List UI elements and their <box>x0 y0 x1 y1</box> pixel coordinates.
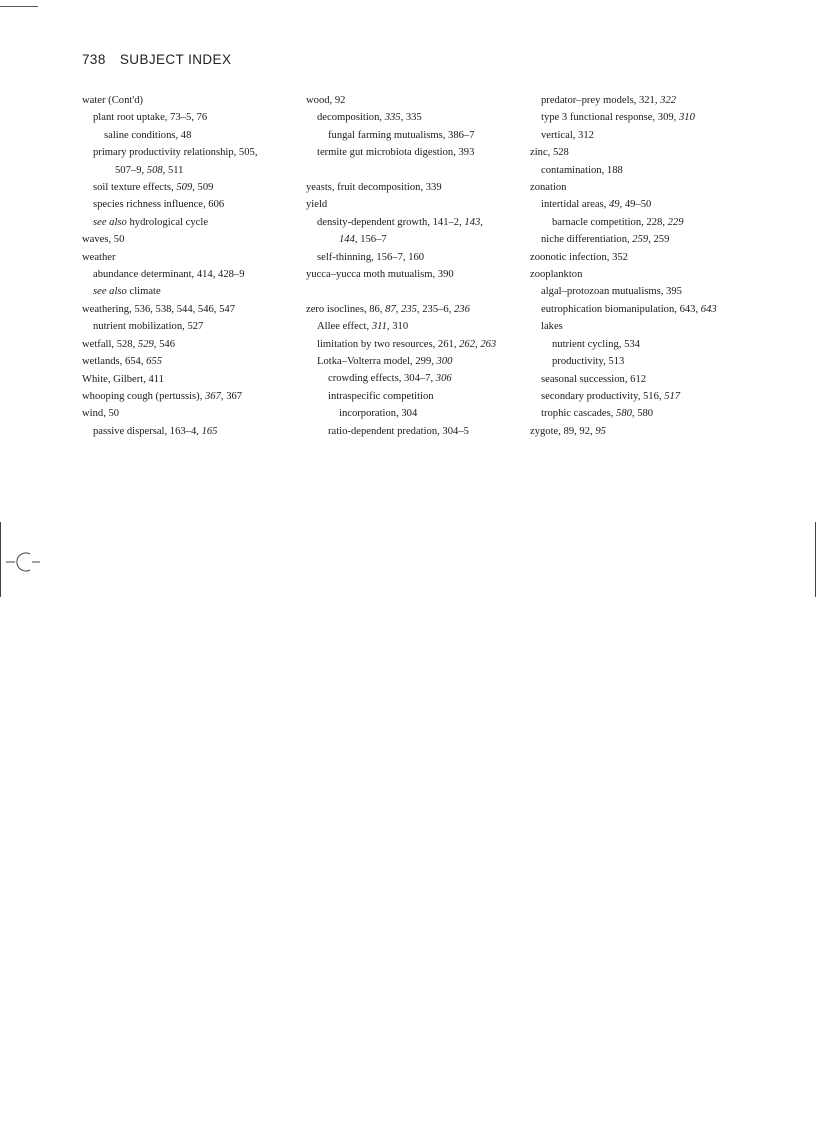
index-entry <box>530 371 745 388</box>
entry-text: wind, 50 <box>82 408 120 420</box>
entry-text: 259 <box>632 234 649 246</box>
index-entry <box>82 318 297 335</box>
running-header <box>82 52 231 67</box>
entry-text: 262 <box>459 338 476 350</box>
entry-text: intraspecific competition <box>328 390 434 402</box>
entry-text: 311 <box>371 321 387 333</box>
index-entry <box>530 249 745 266</box>
entry-text: primary productivity relationship, 505, <box>93 147 258 159</box>
index-entry <box>82 196 297 213</box>
entry-text: 236 <box>454 303 470 315</box>
entry-text: limitation by two resources, 261, <box>317 338 460 350</box>
index-entry <box>82 109 297 126</box>
index-entry <box>530 353 745 370</box>
entry-text: productivity, 513 <box>552 356 625 368</box>
index-entry <box>530 405 745 422</box>
entry-text: nutrient mobilization, 527 <box>93 321 204 333</box>
entry-text: 263 <box>480 338 497 350</box>
entry-text: yucca–yucca moth mutualism, 390 <box>306 269 454 281</box>
entry-text: 165 <box>201 425 218 437</box>
entry-text: zero isoclines, 86, <box>306 303 386 315</box>
index-entry <box>306 336 521 353</box>
index-entry <box>82 127 297 144</box>
entry-text: fungal farming mutualisms, 386–7 <box>328 129 475 141</box>
index-entry <box>306 370 521 387</box>
entry-text: weathering, 536, 538, 544, 546, 547 <box>82 303 235 315</box>
entry-text: , 511 <box>162 164 184 176</box>
entry-text: crowding effects, 304–7, <box>328 373 436 385</box>
index-entry <box>530 109 745 126</box>
index-entry <box>306 214 521 231</box>
entry-text: soil texture effects, <box>93 182 177 194</box>
index-entry <box>306 266 521 283</box>
entry-text: 49 <box>608 199 620 211</box>
entry-text: plant root uptake, 73–5, 76 <box>93 112 208 124</box>
index-entry <box>82 336 297 353</box>
index-entry <box>530 283 745 300</box>
entry-text: trophic cascades, <box>541 408 617 420</box>
entry-text: zooplankton <box>530 269 583 281</box>
entry-text: , <box>395 303 402 315</box>
index-entry <box>82 162 297 179</box>
entry-text: eutrophication biomanipulation, 643, <box>541 303 701 315</box>
index-column-1 <box>82 92 297 440</box>
index-entry <box>306 249 521 266</box>
index-entry <box>82 423 297 440</box>
entry-text: , 259 <box>648 234 670 246</box>
entry-text: decomposition, <box>317 112 385 124</box>
index-entry <box>82 388 297 405</box>
crop-mark-top <box>0 0 38 7</box>
index-entry <box>82 301 297 318</box>
entry-text: , 49–50 <box>619 199 652 211</box>
index-entry <box>306 179 521 196</box>
entry-text: algal–protozoan mutualisms, 395 <box>541 286 682 298</box>
entry-text: 580 <box>616 408 632 420</box>
index-entry <box>306 301 521 318</box>
entry-text: , <box>475 338 481 350</box>
registration-mark-icon <box>6 549 40 575</box>
entry-text: predator–prey models, 321, <box>541 95 661 106</box>
entry-text: yeasts, fruit decomposition, 339 <box>306 182 442 194</box>
entry-text: ratio-dependent predation, 304–5 <box>328 425 469 437</box>
entry-text: saline conditions, 48 <box>104 129 192 141</box>
entry-text: intertidal areas, <box>541 199 609 211</box>
entry-text: incorporation, 304 <box>339 408 418 420</box>
index-entry <box>530 179 745 196</box>
index-entry <box>82 92 297 109</box>
page-number: 738 <box>82 52 106 67</box>
index-entry <box>306 423 521 440</box>
index-entry <box>82 214 297 231</box>
entry-text: 310 <box>678 112 695 124</box>
entry-text: barnacle competition, 228, <box>552 216 668 228</box>
entry-text: wetfall, 528, <box>82 338 138 350</box>
entry-text: species richness influence, 606 <box>93 199 225 211</box>
entry-text: lakes <box>541 321 563 333</box>
entry-text: 229 <box>667 216 684 228</box>
index-entry <box>530 336 745 353</box>
entry-text: density-dependent growth, 141–2, <box>317 216 465 228</box>
index-entry <box>530 196 745 213</box>
index-entry <box>306 405 521 422</box>
entry-text: 507–9, <box>115 164 147 176</box>
entry-text: , 335 <box>400 112 422 124</box>
index-entry <box>82 371 297 388</box>
entry-text: 529 <box>137 338 154 350</box>
index-column-2 <box>306 92 521 440</box>
entry-text: , 509 <box>192 182 214 194</box>
crop-mark-left <box>0 522 1 597</box>
index-entry <box>82 266 297 283</box>
entry-text: 335 <box>384 112 401 124</box>
index-entry <box>306 196 521 213</box>
index-entry <box>306 127 521 144</box>
entry-gap <box>306 162 521 179</box>
index-entry <box>530 301 745 318</box>
entry-text: 235 <box>401 303 417 315</box>
index-entry <box>530 318 745 335</box>
entry-text: weather <box>82 251 116 263</box>
index-entry <box>306 92 521 109</box>
entry-text: 306 <box>435 373 452 385</box>
entry-text: yield <box>306 199 328 211</box>
entry-text: zygote, 89, 92, <box>530 425 596 437</box>
entry-text: , 310 <box>386 321 409 333</box>
entry-text: seasonal succession, 612 <box>541 373 647 385</box>
entry-text: wetlands, 654, <box>82 356 147 368</box>
index-entry <box>530 423 745 440</box>
entry-text: hydrological cycle <box>126 216 209 228</box>
entry-text: whooping cough (pertussis), <box>82 390 205 402</box>
entry-text: zinc, 528 <box>530 147 569 159</box>
index-entry <box>530 127 745 144</box>
index-entry <box>530 231 745 248</box>
index-entry <box>530 266 745 283</box>
index-entry <box>530 92 745 109</box>
entry-text: abundance determinant, 414, 428–9 <box>93 269 245 281</box>
index-entry <box>306 353 521 370</box>
section-title: SUBJECT INDEX <box>119 52 232 67</box>
entry-text: 517 <box>664 390 681 402</box>
entry-text: waves, 50 <box>82 234 125 246</box>
entry-text: vertical, 312 <box>541 129 594 141</box>
entry-text: 144 <box>339 234 355 246</box>
entry-text: White, Gilbert, 411 <box>82 373 164 385</box>
entry-text: wood, 92 <box>306 95 346 106</box>
entry-text: , 367 <box>220 390 243 402</box>
entry-text: 508 <box>146 164 163 176</box>
entry-text: Lotka–Volterra model, 299, <box>317 356 437 368</box>
index-entry <box>306 318 521 335</box>
index-entry <box>82 231 297 248</box>
index-entry <box>82 249 297 266</box>
entry-text: 509 <box>176 182 193 194</box>
entry-text: 367 <box>205 390 221 402</box>
entry-text: 87 <box>385 303 396 315</box>
entry-text: Allee effect, <box>317 321 372 333</box>
entry-text: niche differentiation, <box>541 234 633 246</box>
index-entry <box>530 162 745 179</box>
entry-text: 643 <box>700 303 717 315</box>
entry-text: passive dispersal, 163–4, <box>93 425 202 437</box>
entry-text: 300 <box>436 356 453 368</box>
entry-text: type 3 functional response, 309, <box>541 112 679 124</box>
entry-text: , 580 <box>631 408 654 420</box>
entry-text: climate <box>126 286 161 298</box>
entry-text: , 156–7 <box>354 234 387 246</box>
index-entry <box>306 231 521 248</box>
index-entry <box>82 405 297 422</box>
entry-text: nutrient cycling, 534 <box>552 338 640 350</box>
index-entry <box>82 179 297 196</box>
index-entry <box>82 144 297 161</box>
entry-text: see also <box>93 216 127 228</box>
index-column-3 <box>530 92 745 440</box>
index-entry <box>530 144 745 161</box>
entry-text: 322 <box>660 95 677 106</box>
index-entry <box>306 388 521 405</box>
index-entry <box>530 214 745 231</box>
index-entry <box>306 144 521 161</box>
entry-text: zoonotic infection, 352 <box>530 251 628 263</box>
entry-text: termite gut microbiota digestion, 393 <box>317 147 475 159</box>
entry-text: 655 <box>146 356 163 368</box>
entry-text: 143 <box>464 216 481 228</box>
entry-text: contamination, 188 <box>541 164 623 176</box>
entry-text: water (Cont'd) <box>82 95 144 106</box>
index-entry <box>530 388 745 405</box>
entry-text: secondary productivity, 516, <box>541 390 665 402</box>
entry-text: , <box>480 216 483 228</box>
entry-text: , 235–6, <box>416 303 454 315</box>
index-entry <box>306 109 521 126</box>
entry-text: self-thinning, 156–7, 160 <box>317 251 425 263</box>
entry-text: , 546 <box>153 338 175 350</box>
entry-text: 95 <box>595 425 606 437</box>
entry-gap <box>306 283 521 300</box>
index-entry <box>82 283 297 300</box>
entry-text: zonation <box>530 182 567 194</box>
index-entry <box>82 353 297 370</box>
entry-text: see also <box>93 286 127 298</box>
